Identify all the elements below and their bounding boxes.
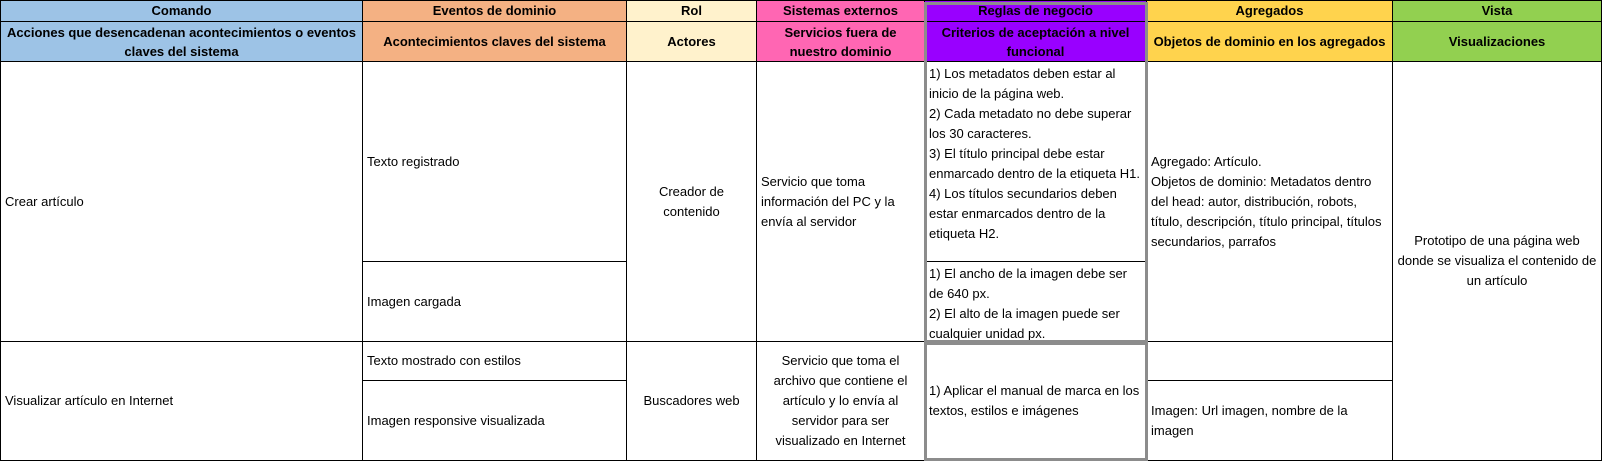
aggregate-empty[interactable] (1147, 342, 1393, 381)
view-prototipo[interactable]: Prototipo de una página web donde se visualiza el contenido de un artículo (1393, 62, 1602, 461)
external-servicio-archivo[interactable]: Servicio que toma el archivo que contiene el artículo y lo envía al servidor para ser visualizado en Internet (757, 342, 925, 461)
subheader-comando[interactable]: Acciones que desencadenan acontecimientos o eventos claves del sistema (0, 22, 363, 62)
event-texto-mostrado[interactable]: Texto mostrado con estilos (363, 342, 627, 381)
subheader-reglas[interactable]: Criterios de aceptación a nivel funcional (925, 22, 1147, 62)
event-imagen-cargada[interactable]: Imagen cargada (363, 262, 627, 342)
header-comando[interactable]: Comando (0, 0, 363, 22)
subheader-agregados[interactable]: Objetos de dominio en los agregados (1147, 22, 1393, 62)
external-servicio-pc[interactable]: Servicio que toma información del PC y la envía al servidor (757, 62, 925, 342)
subheader-vista[interactable]: Visualizaciones (1393, 22, 1602, 62)
subheader-sistemas[interactable]: Servicios fuera de nuestro dominio (757, 22, 925, 62)
subheader-eventos[interactable]: Acontecimientos claves del sistema (363, 22, 627, 62)
header-reglas[interactable]: Reglas de negocio (925, 0, 1147, 22)
header-agregados[interactable]: Agregados (1147, 0, 1393, 22)
event-imagen-responsive[interactable]: Imagen responsive visualizada (363, 381, 627, 461)
aggregate-imagen[interactable]: Imagen: Url imagen, nombre de la imagen (1147, 381, 1393, 461)
header-sistemas[interactable]: Sistemas externos (757, 0, 925, 22)
rules-manual-marca[interactable]: 1) Aplicar el manual de marca en los textos, estilos e imágenes (925, 342, 1147, 461)
header-rol[interactable]: Rol (627, 0, 757, 22)
aggregate-articulo[interactable]: Agregado: Artículo. Objetos de dominio: Metadatos dentro del head: autor, distribución, robots, título, descripción, título principal, títulos secundarios, parrafos (1147, 62, 1393, 342)
command-crear-articulo[interactable]: Crear artículo (0, 62, 363, 342)
header-eventos[interactable]: Eventos de dominio (363, 0, 627, 22)
event-texto-registrado[interactable]: Texto registrado (363, 62, 627, 262)
command-visualizar-articulo[interactable]: Visualizar artículo en Internet (0, 342, 363, 461)
header-vista[interactable]: Vista (1393, 0, 1602, 22)
rules-texto[interactable]: 1) Los metadatos deben estar al inicio de la página web. 2) Cada metadato no debe superar los 30 caracteres. 3) El título principal debe estar enmarcado dentro de la etiqueta H1. 4) Los títulos secundarios deben estar enmarcados dentro de la etiqueta H2. (925, 62, 1147, 262)
role-creador-contenido[interactable]: Creador de contenido (627, 62, 757, 342)
subheader-rol[interactable]: Actores (627, 22, 757, 62)
role-buscadores-web[interactable]: Buscadores web (627, 342, 757, 461)
rules-imagen[interactable]: 1) El ancho de la imagen debe ser de 640 px. 2) El alto de la imagen puede ser cualquier unidad px. (925, 262, 1147, 342)
